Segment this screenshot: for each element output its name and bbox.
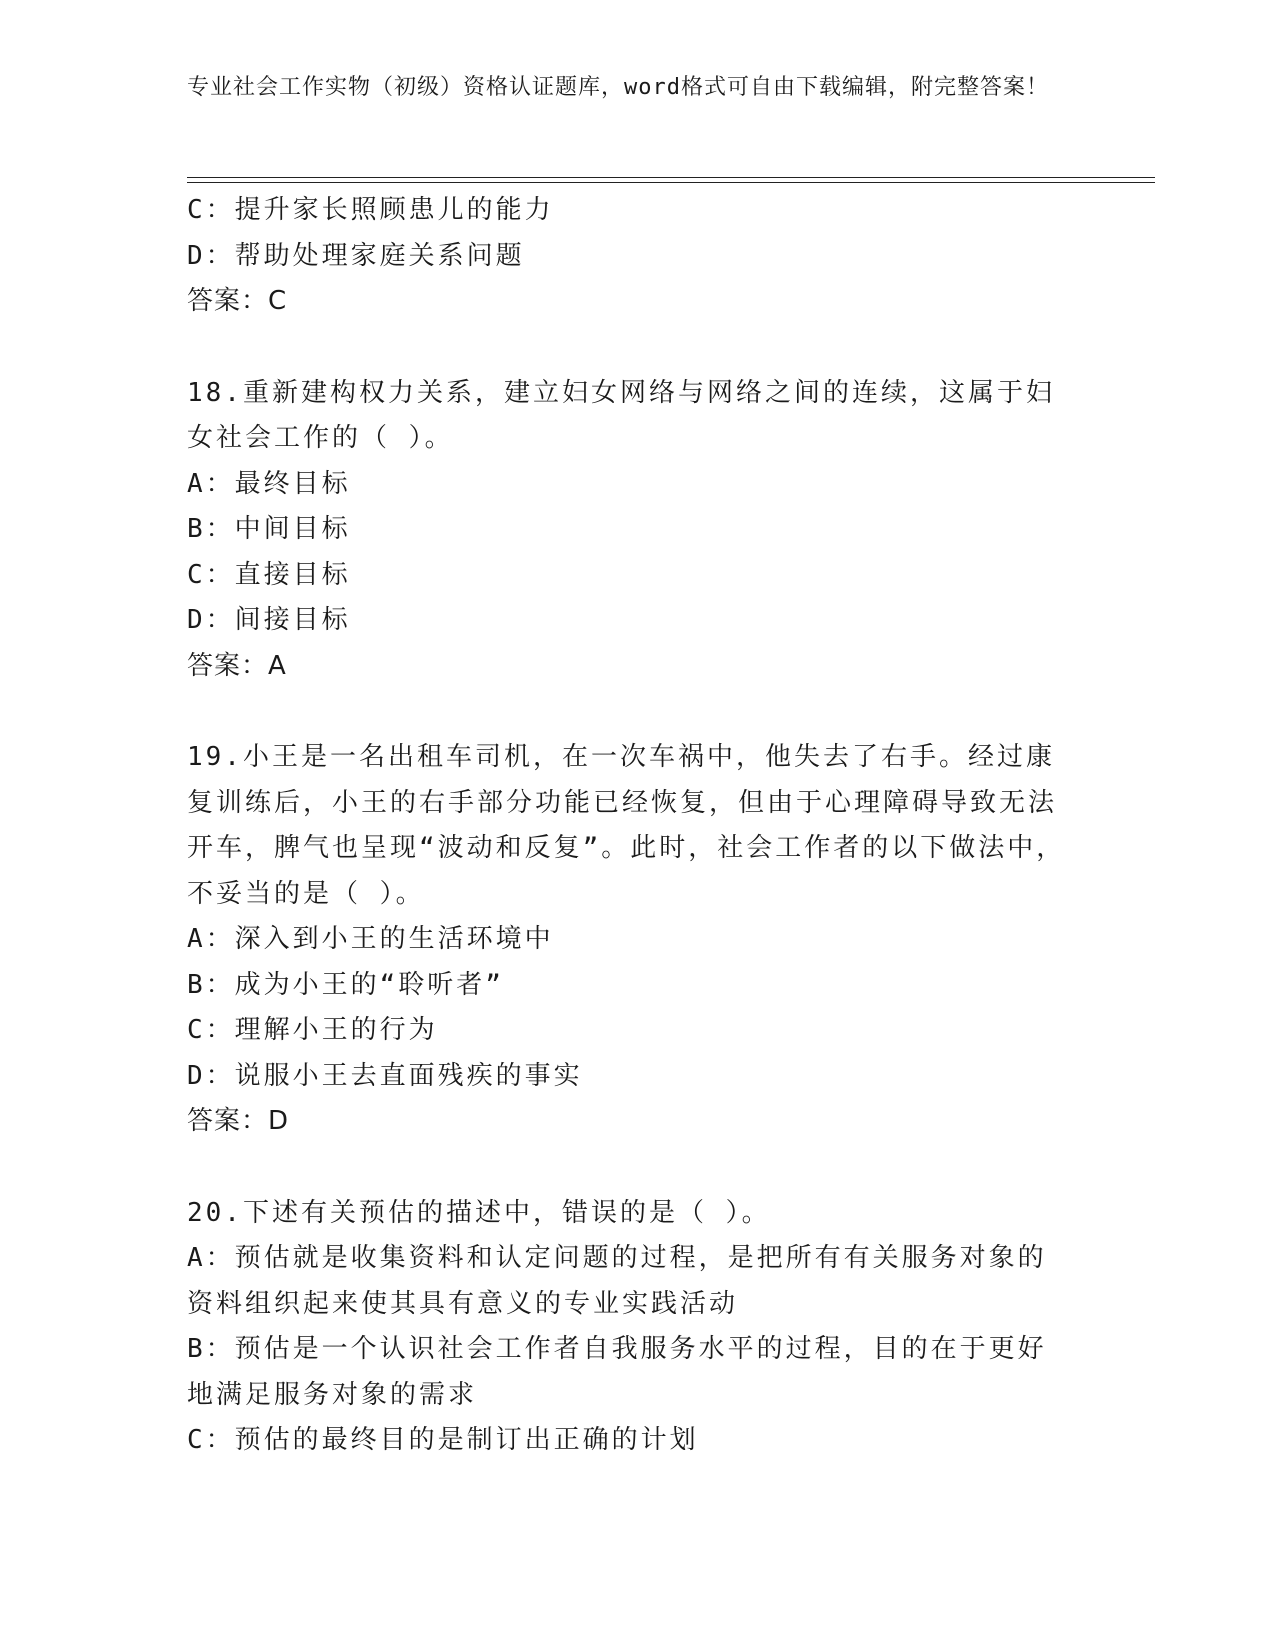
header-divider-top — [187, 177, 1155, 178]
document-header — [187, 72, 1067, 104]
question-17-continued — [187, 188, 1067, 325]
question-stem: 20.下述有关预估的描述中，错误的是（ ）。 — [187, 1197, 771, 1228]
option-c: C：提升家长照顾患儿的能力 — [187, 195, 554, 225]
question-19 — [187, 735, 1067, 1145]
option-d: D：间接目标 — [187, 605, 351, 635]
option-d: D：帮助处理家庭关系问题 — [187, 240, 525, 271]
question-20 — [187, 1191, 1067, 1464]
answer-line: 答案：C — [187, 286, 288, 316]
spacer — [187, 325, 1067, 371]
option-d: D：说服小王去直面残疾的事实 — [187, 1060, 583, 1091]
option-b: B：成为小王的“聆听者” — [187, 969, 504, 1000]
question-list — [187, 188, 1067, 1464]
option-c: C：预估的最终目的是制订出正确的计划 — [187, 1425, 699, 1455]
option-a: A：预估就是收集资料和认定问题的过程，是把所有有关服务对象的资料组织起来使其具有意义的专业实践活动 — [187, 1243, 1047, 1319]
option-b: B：预估是一个认识社会工作者自我服务水平的过程，目的在于更好地满足服务对象的需求 — [187, 1334, 1047, 1410]
header-divider-bottom — [187, 182, 1155, 183]
option-a: A：最终目标 — [187, 468, 351, 499]
spacer — [187, 1145, 1067, 1191]
answer-line: 答案：D — [187, 1106, 290, 1136]
option-c: C：直接目标 — [187, 559, 351, 590]
option-b: B：中间目标 — [187, 514, 351, 544]
answer-line: 答案：A — [187, 650, 287, 681]
option-c: C：理解小王的行为 — [187, 1015, 438, 1045]
option-a: A：深入到小王的生活环境中 — [187, 924, 554, 954]
question-18 — [187, 371, 1067, 690]
spacer — [187, 689, 1067, 735]
question-stem: 19.小王是一名出租车司机，在一次车祸中，他失去了右手。经过康复训练后，小王的右手部分功能已经恢复，但由于心理障碍导致无法开车，脾气也呈现“波动和反复”。此时，社会工作者的以下做法中，不妥当的是（ ）。 — [187, 742, 1066, 909]
header-title: 专业社会工作实物（初级）资格认证题库，word格式可自由下载编辑，附完整答案！ — [187, 75, 1049, 100]
question-stem: 18.重新建构权力关系，建立妇女网络与网络之间的连续，这属于妇女社会工作的（ ）。 — [187, 377, 1055, 453]
